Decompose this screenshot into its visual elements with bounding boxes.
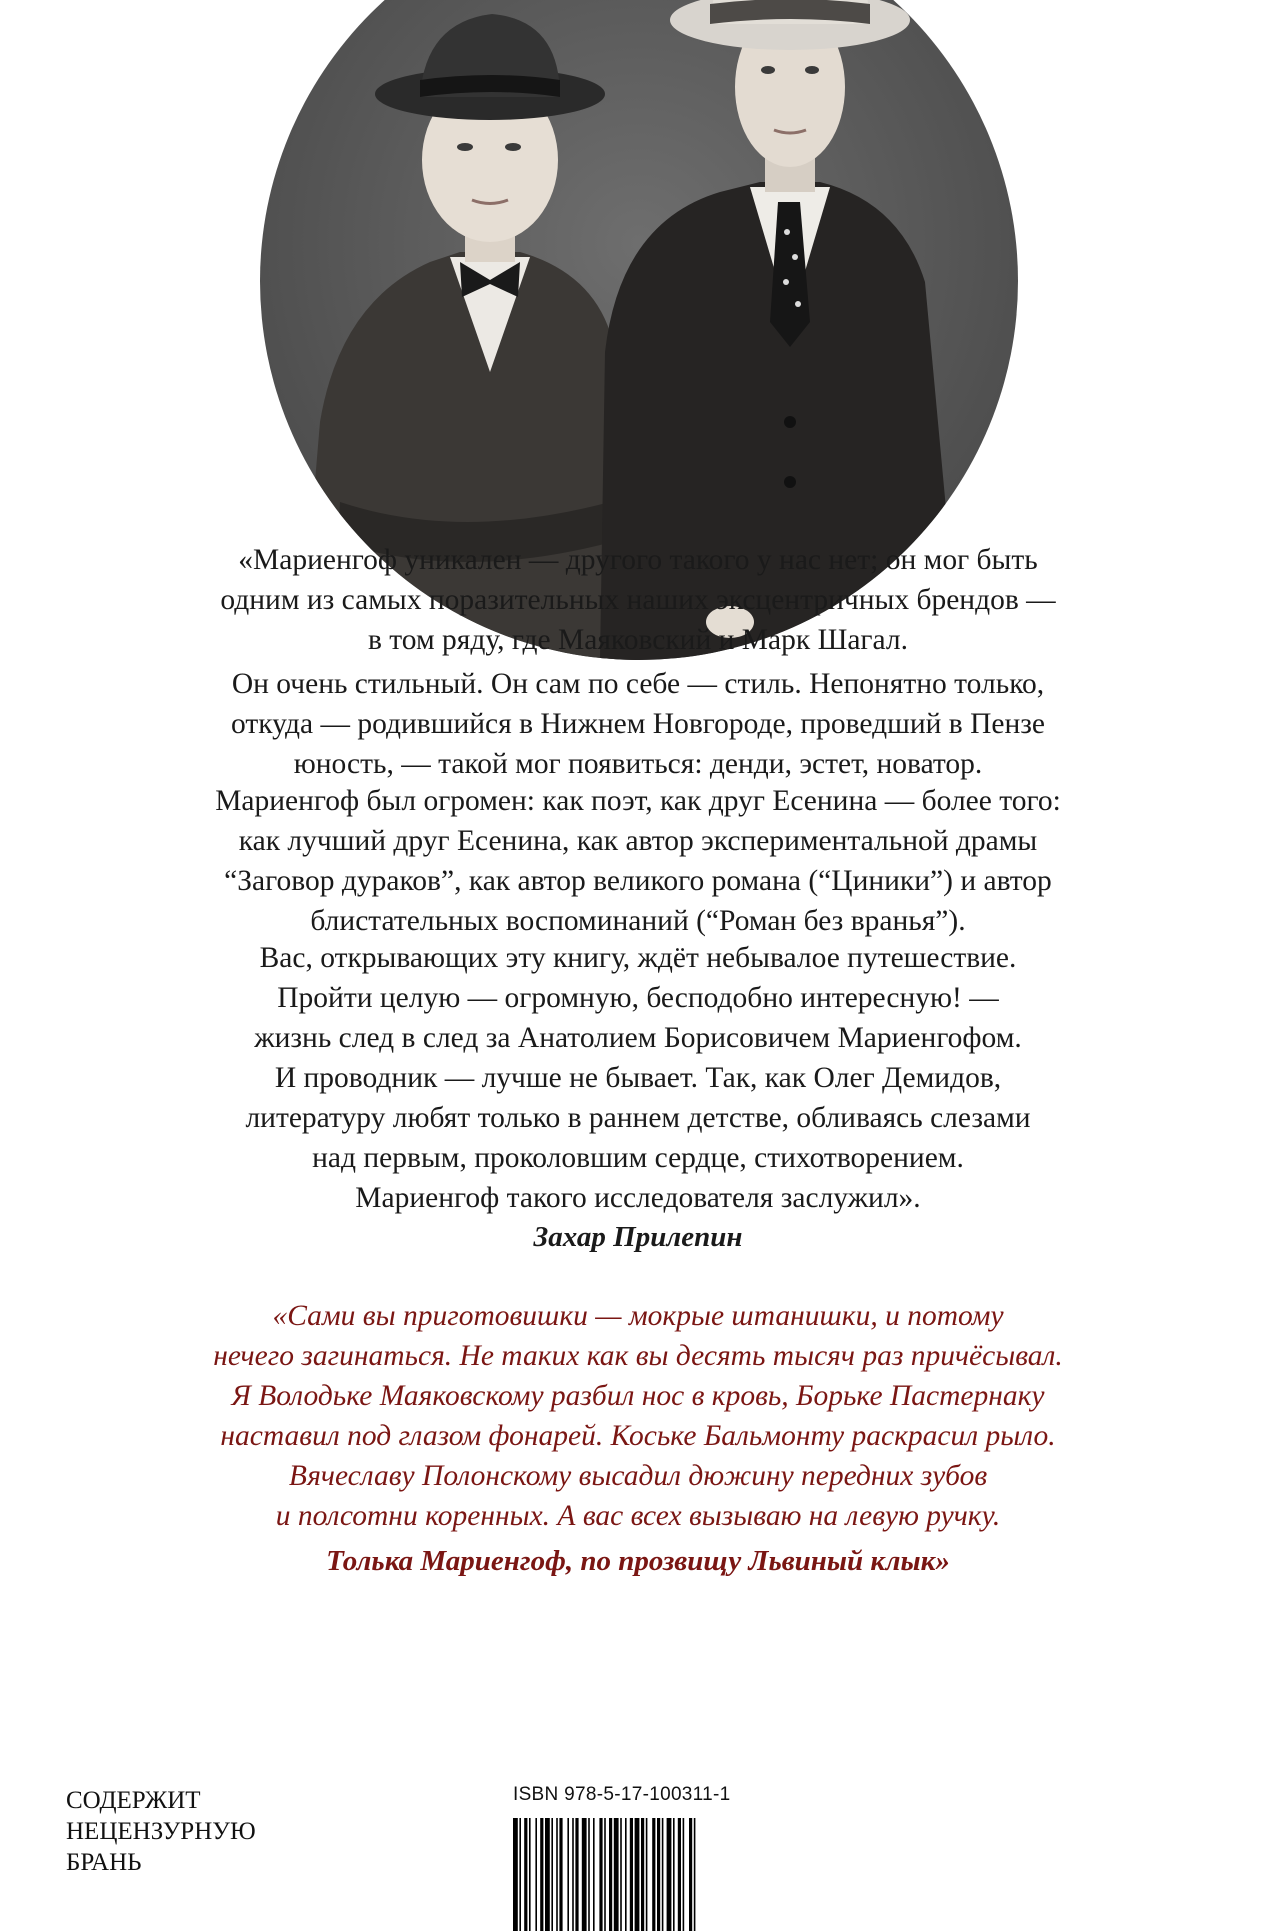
barcode-bar <box>673 1818 675 1931</box>
barcode-bar <box>524 1818 527 1931</box>
barcode-bar <box>529 1818 531 1931</box>
barcode-bar <box>683 1818 685 1931</box>
barcode-bar <box>513 1818 518 1931</box>
quote-block-2 <box>0 664 1276 784</box>
quote-paragraph-3: Мариенгоф был огромен: как поэт, как друг Есенина — более того: как лучший друг Есенина, как автор экспериментальной драмы “Заговор дураков”, как автор великого романа (“Циники”) и автор блистательных воспоминаний (“Роман без вранья”). <box>215 785 1061 937</box>
barcode-bar <box>556 1818 558 1931</box>
barcode-bar <box>545 1818 550 1931</box>
quote-paragraph-4: Вас, открывающих эту книгу, ждёт небывалое путешествие. Пройти целую — огромную, бесподобно интересную! — жизнь след в след за Анатолием Борисовичем Мариенгофом. И проводник — лучше не бывает. Так, как Олег Демидов, литературу любят только в раннем детстве, обливаясь слезами над первым, проколовшим сердце, стихотворением. Мариенгоф такого исследователя заслужил». <box>245 942 1031 1214</box>
barcode-bar <box>559 1818 562 1931</box>
barcode-bar <box>641 1818 644 1931</box>
barcode-bar <box>662 1818 664 1931</box>
barcode-bar <box>689 1818 692 1931</box>
barcode-bar <box>551 1818 553 1931</box>
barcode-bar <box>667 1818 672 1931</box>
barcode-bar <box>694 1818 696 1931</box>
barcode-bar <box>604 1818 606 1931</box>
red-quote: «Сами вы приготовишки — мокрые штанишки, и потому нечего загинаться. Не таких как вы десять тысяч раз причёсывал. Я Володьке Маяковскому разбил нос в кровь, Борьке Пастернаку наставил под глазом фонарей. Коське Бальмонту раскрасил рыло. Вячеславу Полонскому высадил дюжину передних зубов и полсотни коренных. А вас всех вызываю на левую ручку. <box>213 1300 1063 1532</box>
barcode-bar <box>535 1818 537 1931</box>
quote-block-3 <box>0 781 1276 941</box>
barcode-bar <box>678 1818 681 1931</box>
barcode-bar <box>625 1818 627 1931</box>
barcode-bar <box>599 1818 602 1931</box>
barcode-bar <box>620 1818 622 1931</box>
barcode-bar <box>567 1818 569 1931</box>
isbn-label: ISBN 978-5-17-100311-1 <box>513 1784 731 1805</box>
barcode-bar <box>630 1818 633 1931</box>
barcode-bar <box>657 1818 660 1931</box>
red-quote-author: Толька Мариенгоф, по прозвищу Львиный клык» <box>326 1545 950 1577</box>
barcode-bar <box>652 1818 655 1931</box>
quote-paragraph-2: Он очень стильный. Он сам по себе — стиль. Непонятно только, откуда — родившийся в Нижнем Новгороде, проведший в Пензе юность, — такой мог появиться: денди, эстет, новатор. <box>230 668 1046 780</box>
barcode-bar <box>540 1818 543 1931</box>
barcode-bar <box>572 1818 574 1931</box>
main-quote <box>0 540 1276 660</box>
barcode-bar <box>646 1818 648 1931</box>
barcode-bar <box>609 1818 612 1931</box>
barcode-bar <box>519 1818 521 1931</box>
barcode-bar <box>588 1818 590 1931</box>
content-warning: СОДЕРЖИТ НЕЦЕНЗУРНУЮ БРАНЬ <box>66 1787 256 1876</box>
quote-author: Захар Прилепин <box>533 1221 743 1253</box>
barcode-bar <box>582 1818 587 1931</box>
quote-block-4 <box>0 938 1276 1218</box>
barcode-bar <box>575 1818 578 1931</box>
quote-paragraph-1: «Мариенгоф уникален — другого такого у нас нет; он мог быть одним из самых поразительных наших эксцентричных брендов — в том ряду, где Маяковский и Марк Шагал. <box>220 544 1056 656</box>
barcode-bar <box>614 1818 619 1931</box>
barcode-bar <box>593 1818 595 1931</box>
barcode-bar <box>635 1818 640 1931</box>
barcode <box>513 1818 803 1931</box>
